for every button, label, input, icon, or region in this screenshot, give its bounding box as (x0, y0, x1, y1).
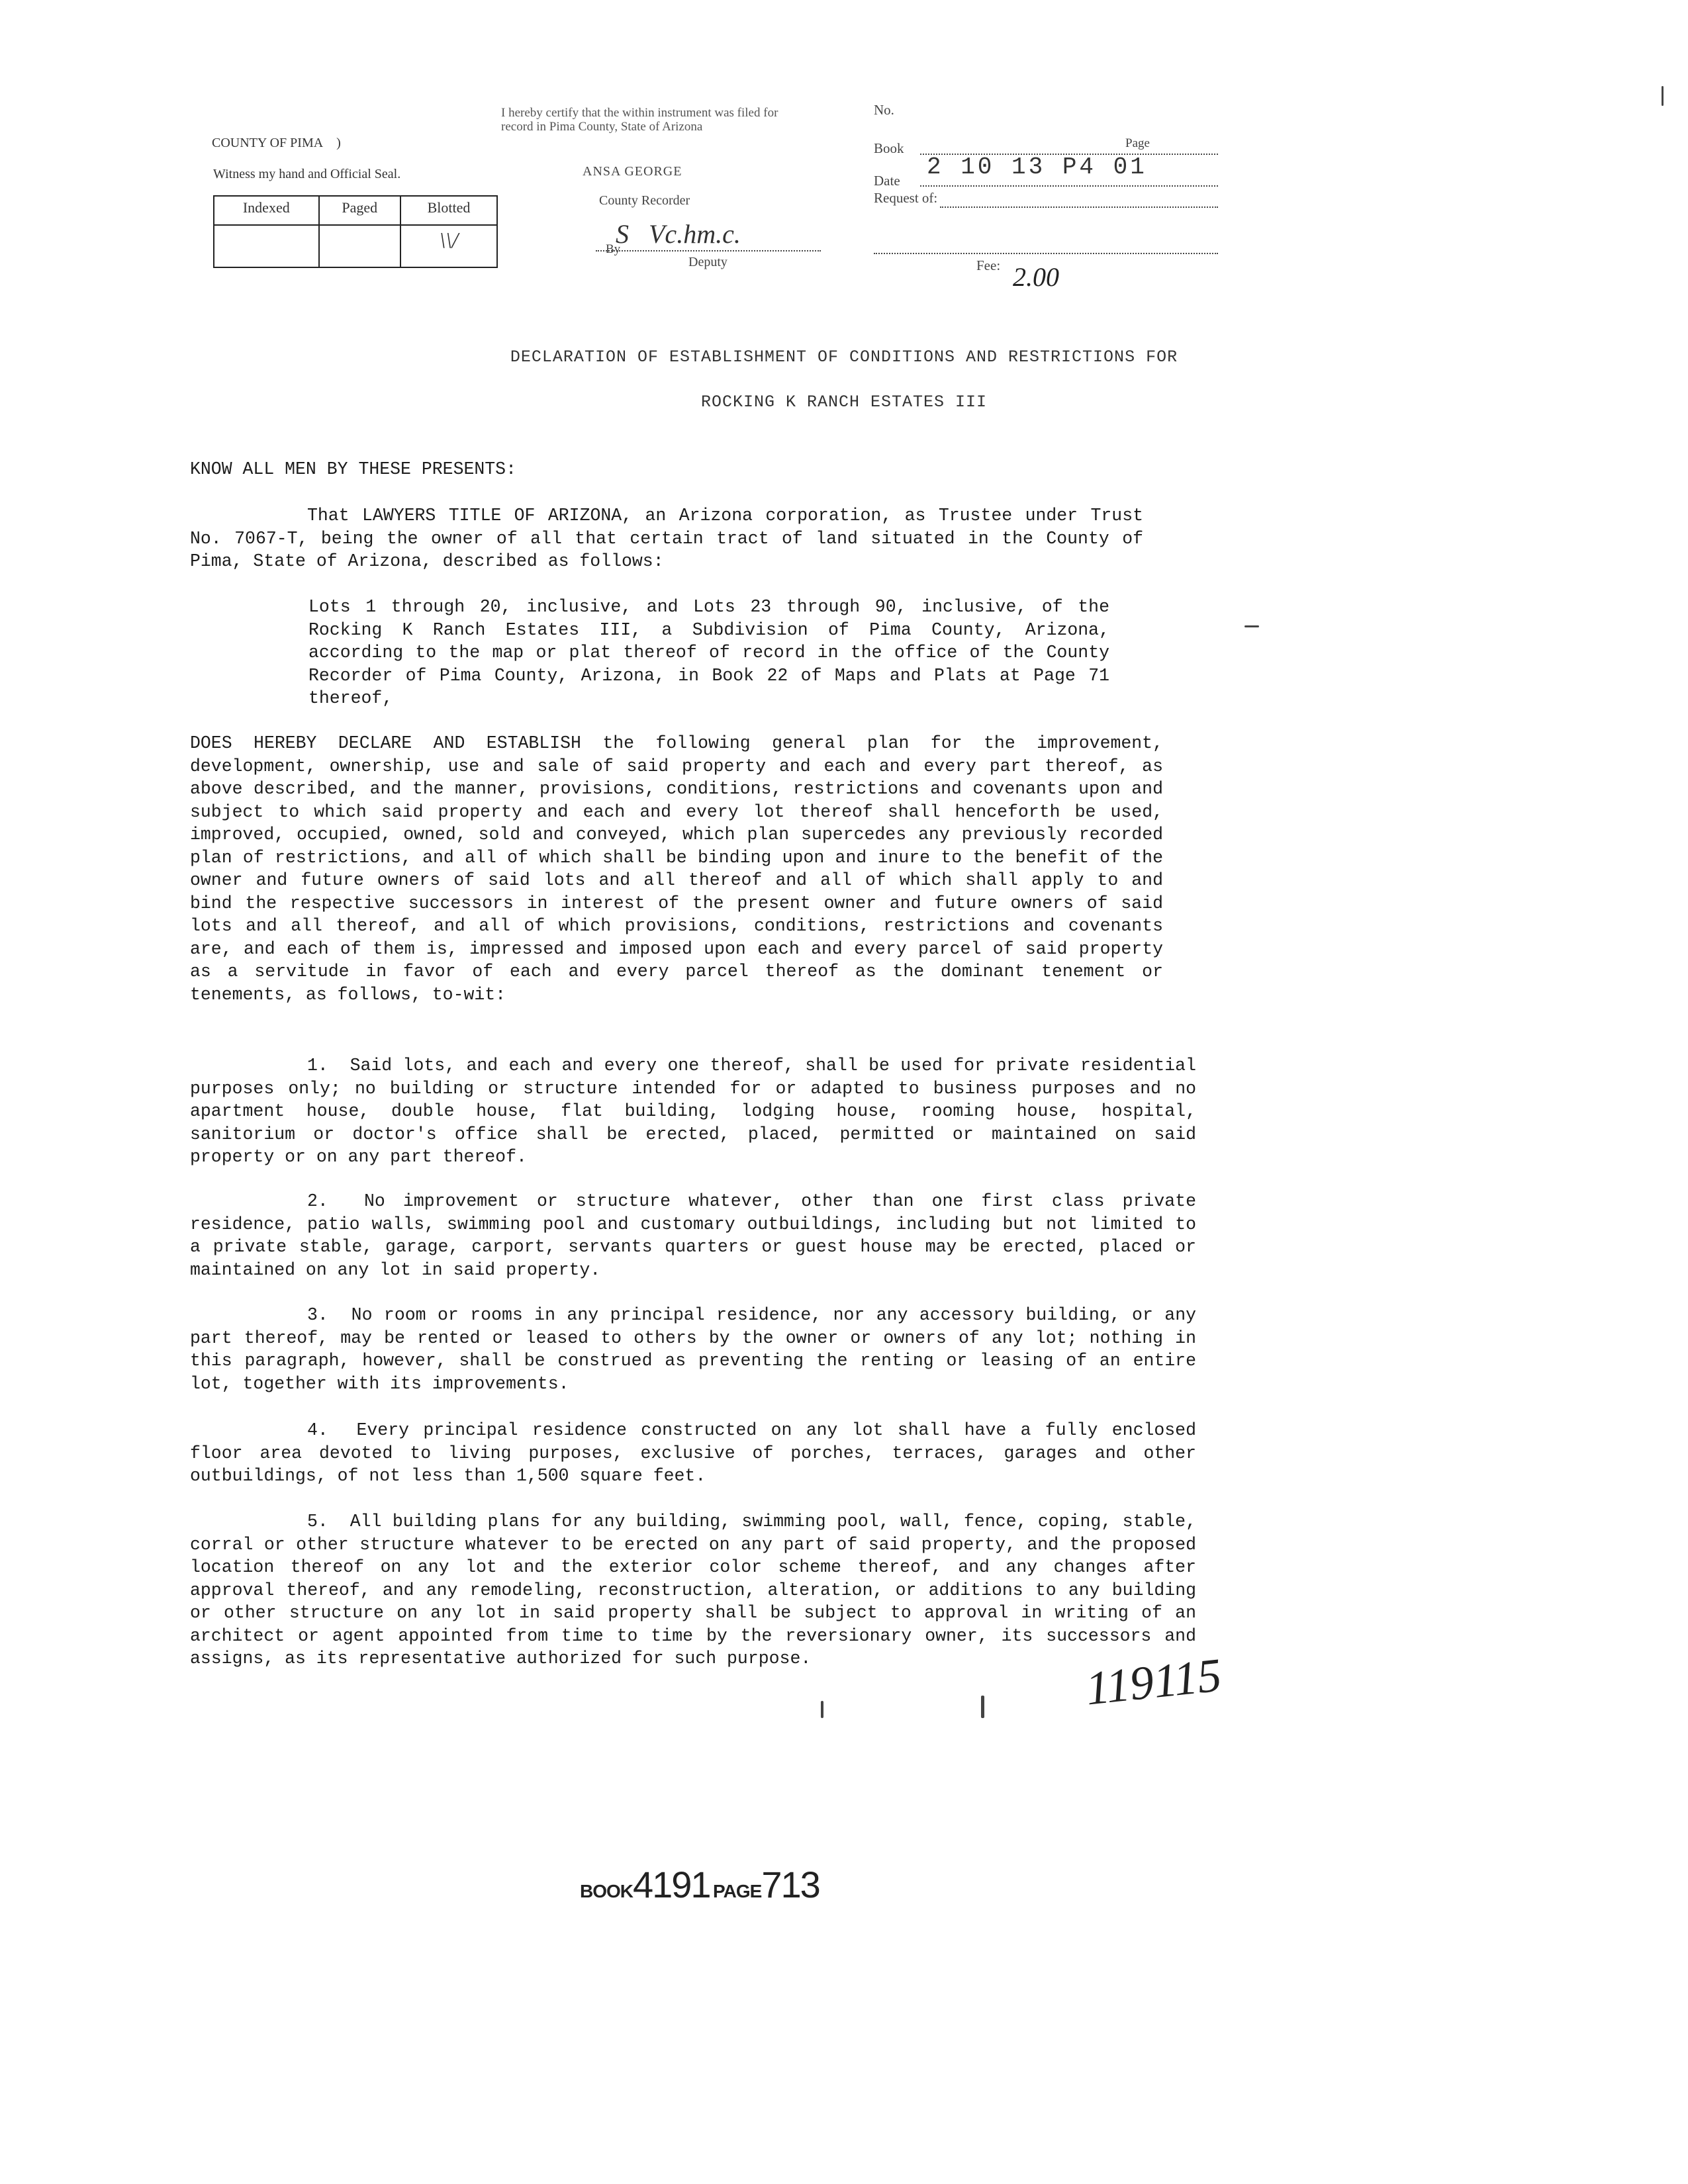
item-1: 1. Said lots, and each and every one thereof, shall be used for private residential purposes only; no building or structure intended for or adapted to business purposes and no apartment house, double house, flat building, lodging house, rooming house, hospital, sanitorium or doctor's office shall be erected, placed, permitted or maintained on said property or on any part thereof. (190, 1056, 1207, 1167)
by-label: By (606, 242, 621, 256)
document-number: 119115 (1083, 1648, 1224, 1715)
item-4: 4. Every principal residence constructed on any lot shall have a fully enclosed floor area devoted to living purposes, exclusive of porches, terraces, garages and other outbuildings, of not less than 1,500 square feet. (190, 1420, 1207, 1486)
date-label: Date (874, 173, 900, 189)
page-number: 713 (761, 1864, 820, 1905)
scan-mark (1244, 625, 1259, 627)
indexed-header: Indexed (214, 196, 319, 225)
page-label-footer: PAGE (713, 1881, 762, 1901)
legal-description: Lots 1 through 20, inclusive, and Lots 23 through 90, inclusive, of the Rocking K Ranch Estates III, a Subdivision of Pima County, Arizona, according to the map or plat thereof of record in the office of the County Recorder of Pima County, Arizona, in Book 22 of Maps and Plats at Page 71 thereof, (308, 597, 1120, 708)
blotted-header: Blotted (400, 196, 497, 225)
owner-paragraph: That LAWYERS TITLE OF ARIZONA, an Arizona corporation, as Trustee under Trust No. 7067-T, being the owner of all that certain tract of land situated in the County of Pima, State of Arizona, described as follows: (190, 506, 1154, 571)
item-3: 3. No room or rooms in any principal residence, nor any accessory building, or any part thereof, may be rented or leased to others by the owner or owners of any lot; nothing in this paragraph, however, shall be construed as preventing the renting or leasing of an entire lot, together with its improvements. (190, 1305, 1207, 1394)
document-title: DECLARATION OF ESTABLISHMENT OF CONDITIONS AND RESTRICTIONS FOR (510, 347, 1178, 367)
item-5: 5. All building plans for any building, swimming pool, wall, fence, coping, stable, corral or other structure whatever to be erected on any part of said property, and the proposed location thereof on any lot and the exterior color scheme thereof, and any changes after approval thereof, and any remodeling, reconstruction, alteration, or additions to any building or other structure on any lot in said property shall be subject to approval in writing of an architect or agent appointed from time to time by the reversionary owner, its successors and assigns, as its representative authorized for such purpose. (190, 1512, 1207, 1668)
blotted-cell: \\/ (400, 225, 497, 267)
date-value: 2 10 13 P4 01 (927, 154, 1147, 181)
scan-mark (981, 1696, 984, 1718)
fee-value: 2.00 (1013, 262, 1059, 292)
item-2: 2. No improvement or structure whatever, other than one first class private residence, patio walls, swimming pool and customary outbuildings, including but not limited to a private stable, garage, carport, servants quarters or guest house may be erected, placed or maintained on any lot in said property. (190, 1191, 1207, 1280)
scan-mark (1662, 86, 1664, 106)
recorder-name: ANSA GEORGE (583, 164, 682, 179)
stamp-index-table (213, 195, 498, 268)
declaration-paragraph: DOES HEREBY DECLARE AND ESTABLISH the following general plan for the improvement, development, ownership, use and sale of said property and each and every part thereof, as above described, and the manner, provisions, conditions, restrictions and covenants upon and subject to which said property and each and every lot thereof shall henceforth be used, improved, occupied, owned, sold and conveyed, which plan supercedes any previously recorded plan of restrictions, and all of which shall be binding upon and inure to the benefit of the owner and future owners of said lots and all thereof and all of which shall apply to and bind the respective successors in interest of the present owner and future owners of said lots and all thereof, and all of which provisions, conditions, restrictions and covenants are, and each of them is, impressed and imposed upon each and every parcel of said property as a servitude in favor of each and every parcel thereof as the dominant tenement or tenements, as follows, to-wit: (190, 733, 1174, 1005)
stamp-recorded-text: I hereby certify that the within instrument was filed for record in Pima County, State of Arizona (501, 106, 778, 134)
document-subtitle: ROCKING K RANCH ESTATES III (700, 392, 988, 412)
fee-label: Fee: (976, 257, 1001, 273)
book-page-stamp (580, 1863, 820, 1906)
scan-mark (821, 1701, 823, 1718)
date-rule (920, 185, 1218, 187)
deputy-label: Deputy (688, 255, 727, 269)
page-label: Page (1125, 136, 1150, 150)
book-label: Book (874, 140, 904, 156)
paged-cell (319, 225, 400, 267)
request-rule-2 (874, 253, 1218, 254)
stamp-county-line: COUNTY OF PIMA ) (212, 136, 341, 150)
county-text: COUNTY OF PIMA (212, 136, 324, 150)
request-label: Request of: (874, 190, 938, 206)
book-label-footer: BOOK (580, 1881, 633, 1901)
stamp-witness-line: Witness my hand and Official Seal. (213, 167, 401, 181)
book-number: 4191 (633, 1864, 710, 1905)
paged-header: Paged (319, 196, 400, 225)
indexed-cell (214, 225, 319, 267)
request-rule (940, 206, 1218, 208)
intro-line: KNOW ALL MEN BY THESE PRESENTS: (190, 459, 516, 479)
deputy-signature: S Vc.hm.c. (616, 219, 741, 249)
no-label: No. (874, 102, 894, 118)
recorder-title: County Recorder (599, 193, 690, 208)
deputy-rule (596, 250, 821, 251)
